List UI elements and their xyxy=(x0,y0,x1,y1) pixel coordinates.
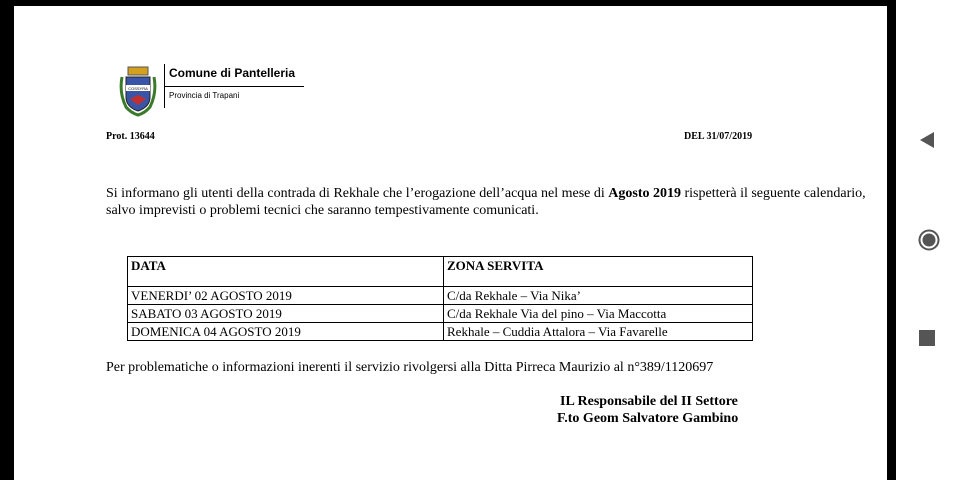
home-button[interactable] xyxy=(896,219,960,259)
table-row xyxy=(128,287,753,305)
table-header-row xyxy=(128,257,753,287)
back-icon xyxy=(918,130,938,150)
document-date: DEL 31/07/2019 xyxy=(684,131,753,142)
recents-icon xyxy=(918,329,936,347)
protocol-number: Prot. 13644 xyxy=(106,131,155,142)
logo-text: COSSYRA xyxy=(128,86,148,91)
row-date: SABATO 03 AGOSTO 2019 xyxy=(128,305,444,323)
paragraph-month: Agosto 2019 xyxy=(608,186,681,201)
paragraph-text-2: rispetterà il seguente calendario, salvo imprevisti o problemi tecnici che saranno tempestivamente comunicati. xyxy=(106,186,866,218)
row-zone: C/da Rekhale – Via Nika’ xyxy=(444,287,753,305)
row-zone: Rekhale – Cuddia Attalora – Via Favarelle xyxy=(444,323,753,341)
paragraph-text-1: Si informano gli utenti della contrada di Rekhale che l’erogazione dell’acqua nel mese di xyxy=(106,186,609,201)
notice-paragraph xyxy=(106,185,866,219)
back-button[interactable] xyxy=(896,120,960,160)
comune-name: Comune di Pantelleria xyxy=(169,66,296,80)
header-divider-horizontal xyxy=(164,86,304,87)
row-date: VENERDI’ 02 AGOSTO 2019 xyxy=(128,287,444,305)
home-icon xyxy=(918,229,940,251)
row-zone: C/da Rekhale Via del pino – Via Maccotta xyxy=(444,305,753,323)
table-row xyxy=(128,305,753,323)
table-row xyxy=(128,323,753,341)
contact-info: Per problematiche o informazioni inerenti il servizio rivolgersi alla Ditta Pirreca Maurizio al n°389/1120697 xyxy=(106,360,714,375)
android-nav-bar xyxy=(896,0,960,480)
row-date: DOMENICA 04 AGOSTO 2019 xyxy=(128,323,444,341)
header-data: DATA xyxy=(128,257,444,287)
signature-title: IL Responsabile del II Settore xyxy=(560,394,738,409)
provincia-name: Provincia di Trapani xyxy=(169,91,240,100)
header-zona-servita: ZONA SERVITA xyxy=(444,257,753,287)
signature-name: F.to Geom Salvatore Gambino xyxy=(557,411,739,426)
schedule-table xyxy=(127,256,753,341)
recents-button[interactable] xyxy=(896,319,960,359)
coat-of-arms-logo xyxy=(116,63,160,117)
